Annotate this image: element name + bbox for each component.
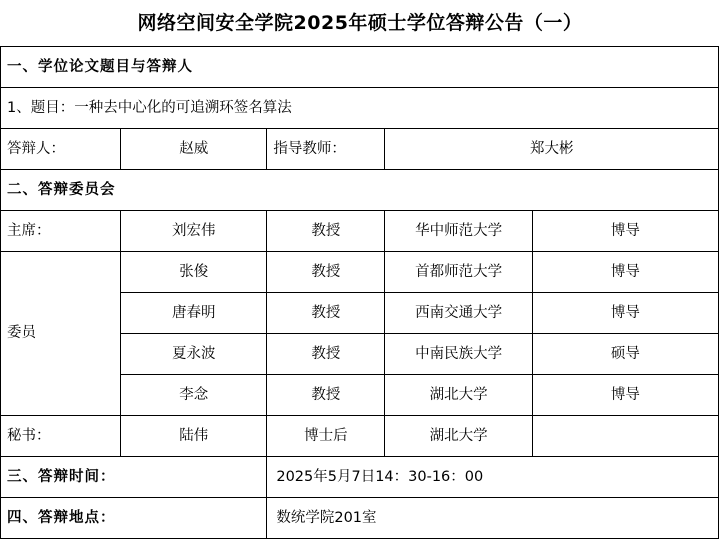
table-row	[1, 456, 719, 497]
section-heading-place: 四、答辩地点：	[1, 497, 267, 538]
committee-member-qualification: 博导	[532, 251, 718, 292]
defense-place-value: 数统学院201室	[267, 497, 719, 538]
committee-member-qualification: 博导	[532, 210, 718, 251]
thesis-topic: 1、题目：一种去中心化的可追溯环签名算法	[1, 87, 719, 128]
committee-member-name: 唐春明	[121, 292, 267, 333]
defender-name: 赵威	[121, 128, 267, 169]
table-row	[1, 415, 719, 456]
table-row	[1, 128, 719, 169]
committee-member-qualification: 博导	[532, 292, 718, 333]
committee-member-title: 教授	[267, 333, 385, 374]
chair-label: 主席：	[1, 210, 121, 251]
defense-time-value: 2025年5月7日14：30-16：00	[267, 456, 719, 497]
committee-member-name: 陆伟	[121, 415, 267, 456]
section-heading-thesis: 一、学位论文题目与答辩人	[1, 46, 719, 87]
committee-member-name: 刘宏伟	[121, 210, 267, 251]
committee-member-qualification	[532, 415, 718, 456]
committee-member-qualification: 博导	[532, 374, 718, 415]
advisor-label: 指导教师：	[267, 128, 385, 169]
page-title: 网络空间安全学院2025年硕士学位答辩公告（一）	[137, 12, 583, 34]
table-row	[1, 169, 719, 210]
committee-member-title: 教授	[267, 210, 385, 251]
table-row	[1, 87, 719, 128]
members-label: 委员	[1, 251, 121, 415]
table-row	[1, 46, 719, 87]
committee-member-title: 博士后	[267, 415, 385, 456]
advisor-name: 郑大彬	[385, 128, 719, 169]
committee-member-affiliation: 首都师范大学	[385, 251, 532, 292]
defender-label: 答辩人：	[1, 128, 121, 169]
committee-member-affiliation: 中南民族大学	[385, 333, 532, 374]
committee-member-name: 李念	[121, 374, 267, 415]
table-row	[1, 497, 719, 538]
committee-member-affiliation: 湖北大学	[385, 374, 532, 415]
announcement-table	[0, 46, 719, 539]
committee-member-affiliation: 湖北大学	[385, 415, 532, 456]
committee-member-name: 张俊	[121, 251, 267, 292]
secretary-label: 秘书：	[1, 415, 121, 456]
committee-member-title: 教授	[267, 251, 385, 292]
committee-member-title: 教授	[267, 292, 385, 333]
section-heading-committee: 二、答辩委员会	[1, 169, 719, 210]
table-row	[1, 210, 719, 251]
committee-member-affiliation: 西南交通大学	[385, 292, 532, 333]
committee-member-title: 教授	[267, 374, 385, 415]
committee-member-affiliation: 华中师范大学	[385, 210, 532, 251]
table-row	[1, 251, 719, 292]
committee-member-qualification: 硕导	[532, 333, 718, 374]
committee-member-name: 夏永波	[121, 333, 267, 374]
section-heading-time: 三、答辩时间：	[1, 456, 267, 497]
